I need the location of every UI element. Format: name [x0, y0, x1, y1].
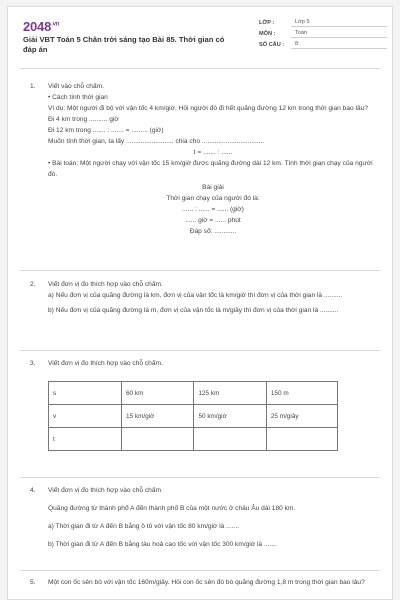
q3-instruction: Viết đơn vị đo thích hợp vào chỗ chấm.: [48, 360, 163, 367]
q4-line: b) Thời gian đi từ A đến B bằng tàu hoả cao tốc với vận tốc 300 km/giờ là .......: [48, 541, 277, 548]
q1-line: ...... : ...... = ...... (giờ): [182, 206, 244, 213]
question-number: 1.: [30, 83, 36, 90]
table-cell: 150 m: [266, 382, 337, 405]
question-2: [30, 279, 378, 316]
q1-solution-heading: Bài giải: [202, 184, 224, 191]
q1-line: Viết vào chỗ chấm.: [48, 83, 104, 90]
question-5: [30, 577, 378, 588]
worksheet-page: [7, 6, 393, 600]
divider: [20, 477, 380, 478]
divider: [20, 68, 380, 69]
q4-line: Viết đơn vị đo thích hợp vào chỗ chấm: [48, 487, 161, 494]
table-cell-answer: [194, 428, 266, 451]
question-4: [30, 485, 378, 550]
q1-line: Ví dụ: Một người đi bộ với vận tốc 4 km/giờ. Hỏi người đó đi hết quãng đường 12 km trong thời gian bao lâu?: [48, 105, 368, 112]
q2-line: Viết đơn vị đo thích hợp vào chỗ chấm.: [48, 281, 163, 288]
table-cell: 125 km: [194, 382, 266, 405]
divider: [20, 350, 380, 351]
divider: [20, 570, 380, 571]
question-1: [30, 81, 378, 237]
page-header: [8, 7, 392, 67]
table-cell: 15 km/giờ: [122, 405, 194, 428]
table-cell-answer: [122, 428, 194, 451]
table-row: [49, 382, 338, 405]
meta-label-class: LỚP :: [259, 19, 275, 26]
q1-line: Muốn tính thời gian, ta lấy .......................... chia cho ..................................: [48, 138, 265, 145]
q1-line: Đi 4 km trong .......... giờ: [48, 116, 119, 123]
q1-line: Đi 12 km trong ....... : ....... = ......... (giờ): [48, 127, 164, 134]
logo-suffix: .vn: [51, 21, 60, 28]
q1-line: ...... giờ = ...... phút: [185, 217, 241, 224]
site-logo[interactable]: [23, 19, 59, 34]
table-row: [49, 428, 338, 451]
meta-value-class: Lớp 5: [291, 18, 387, 27]
table-cell: t: [49, 428, 122, 451]
table-cell: 25 m/giây: [266, 405, 337, 428]
table-cell-answer: [266, 428, 337, 451]
question-number: 5.: [30, 579, 36, 586]
q5-text: Một con ốc sên bò với vận tốc 160m/giây. Hỏi con ốc sên đó bò quãng đường 1,8 m trong thời gian bao lâu?: [48, 579, 365, 586]
q1-line: Thời gian chạy của người đó là:: [166, 195, 260, 202]
question-3: [30, 358, 378, 369]
q4-line: Quãng đường từ thành phố A đến thành phố B của một nước ở châu Âu dài 180 km.: [48, 505, 296, 512]
table-cell: 50 km/giờ: [194, 405, 266, 428]
q2-line: a) Nếu đơn vị của quãng đường là km, đơn vị của vận tốc là km/giờ thì đơn vị của thời gian là ..........: [48, 292, 343, 299]
table-cell: s: [49, 382, 122, 405]
q1-line: t = ....... : ......: [193, 149, 233, 156]
question-number: 2.: [30, 281, 36, 288]
table-row: [49, 405, 338, 428]
divider: [20, 270, 380, 271]
page-title: Giải VBT Toán 5 Chân trời sáng tạo Bài 85. Thời gian có đáp án: [23, 35, 225, 54]
meta-label-count: SỐ CÂU :: [259, 41, 285, 48]
table-cell: v: [49, 405, 122, 428]
q3-table: [48, 381, 338, 451]
q1-line: • Cách tính thời gian: [48, 94, 108, 101]
question-number: 4.: [30, 487, 36, 494]
meta-value-count: 8: [291, 40, 387, 49]
logo-text: 2048: [23, 19, 52, 34]
meta-value-subject: Toán: [291, 29, 387, 38]
q4-line: a) Thời gian đi từ A đến B bằng ô tô với vận tốc 80 km/giờ là .......: [48, 523, 239, 530]
meta-box: [259, 17, 387, 50]
q1-line: Đáp số: ............: [189, 228, 237, 235]
question-number: 3.: [30, 360, 36, 367]
q1-line: • Bài toán: Một người chạy với vận tốc 15 km/giờ được quãng đường dài 12 km. Tính thời gian chạy của người đó.: [48, 160, 373, 178]
meta-label-subject: MÔN :: [259, 30, 276, 37]
table-cell: 60 km: [122, 382, 194, 405]
q2-line: b) Nếu đơn vị của quãng đường là m, đơn vị của vận tốc là m/giây thì đơn vị của thời gian là ..........: [48, 307, 339, 314]
